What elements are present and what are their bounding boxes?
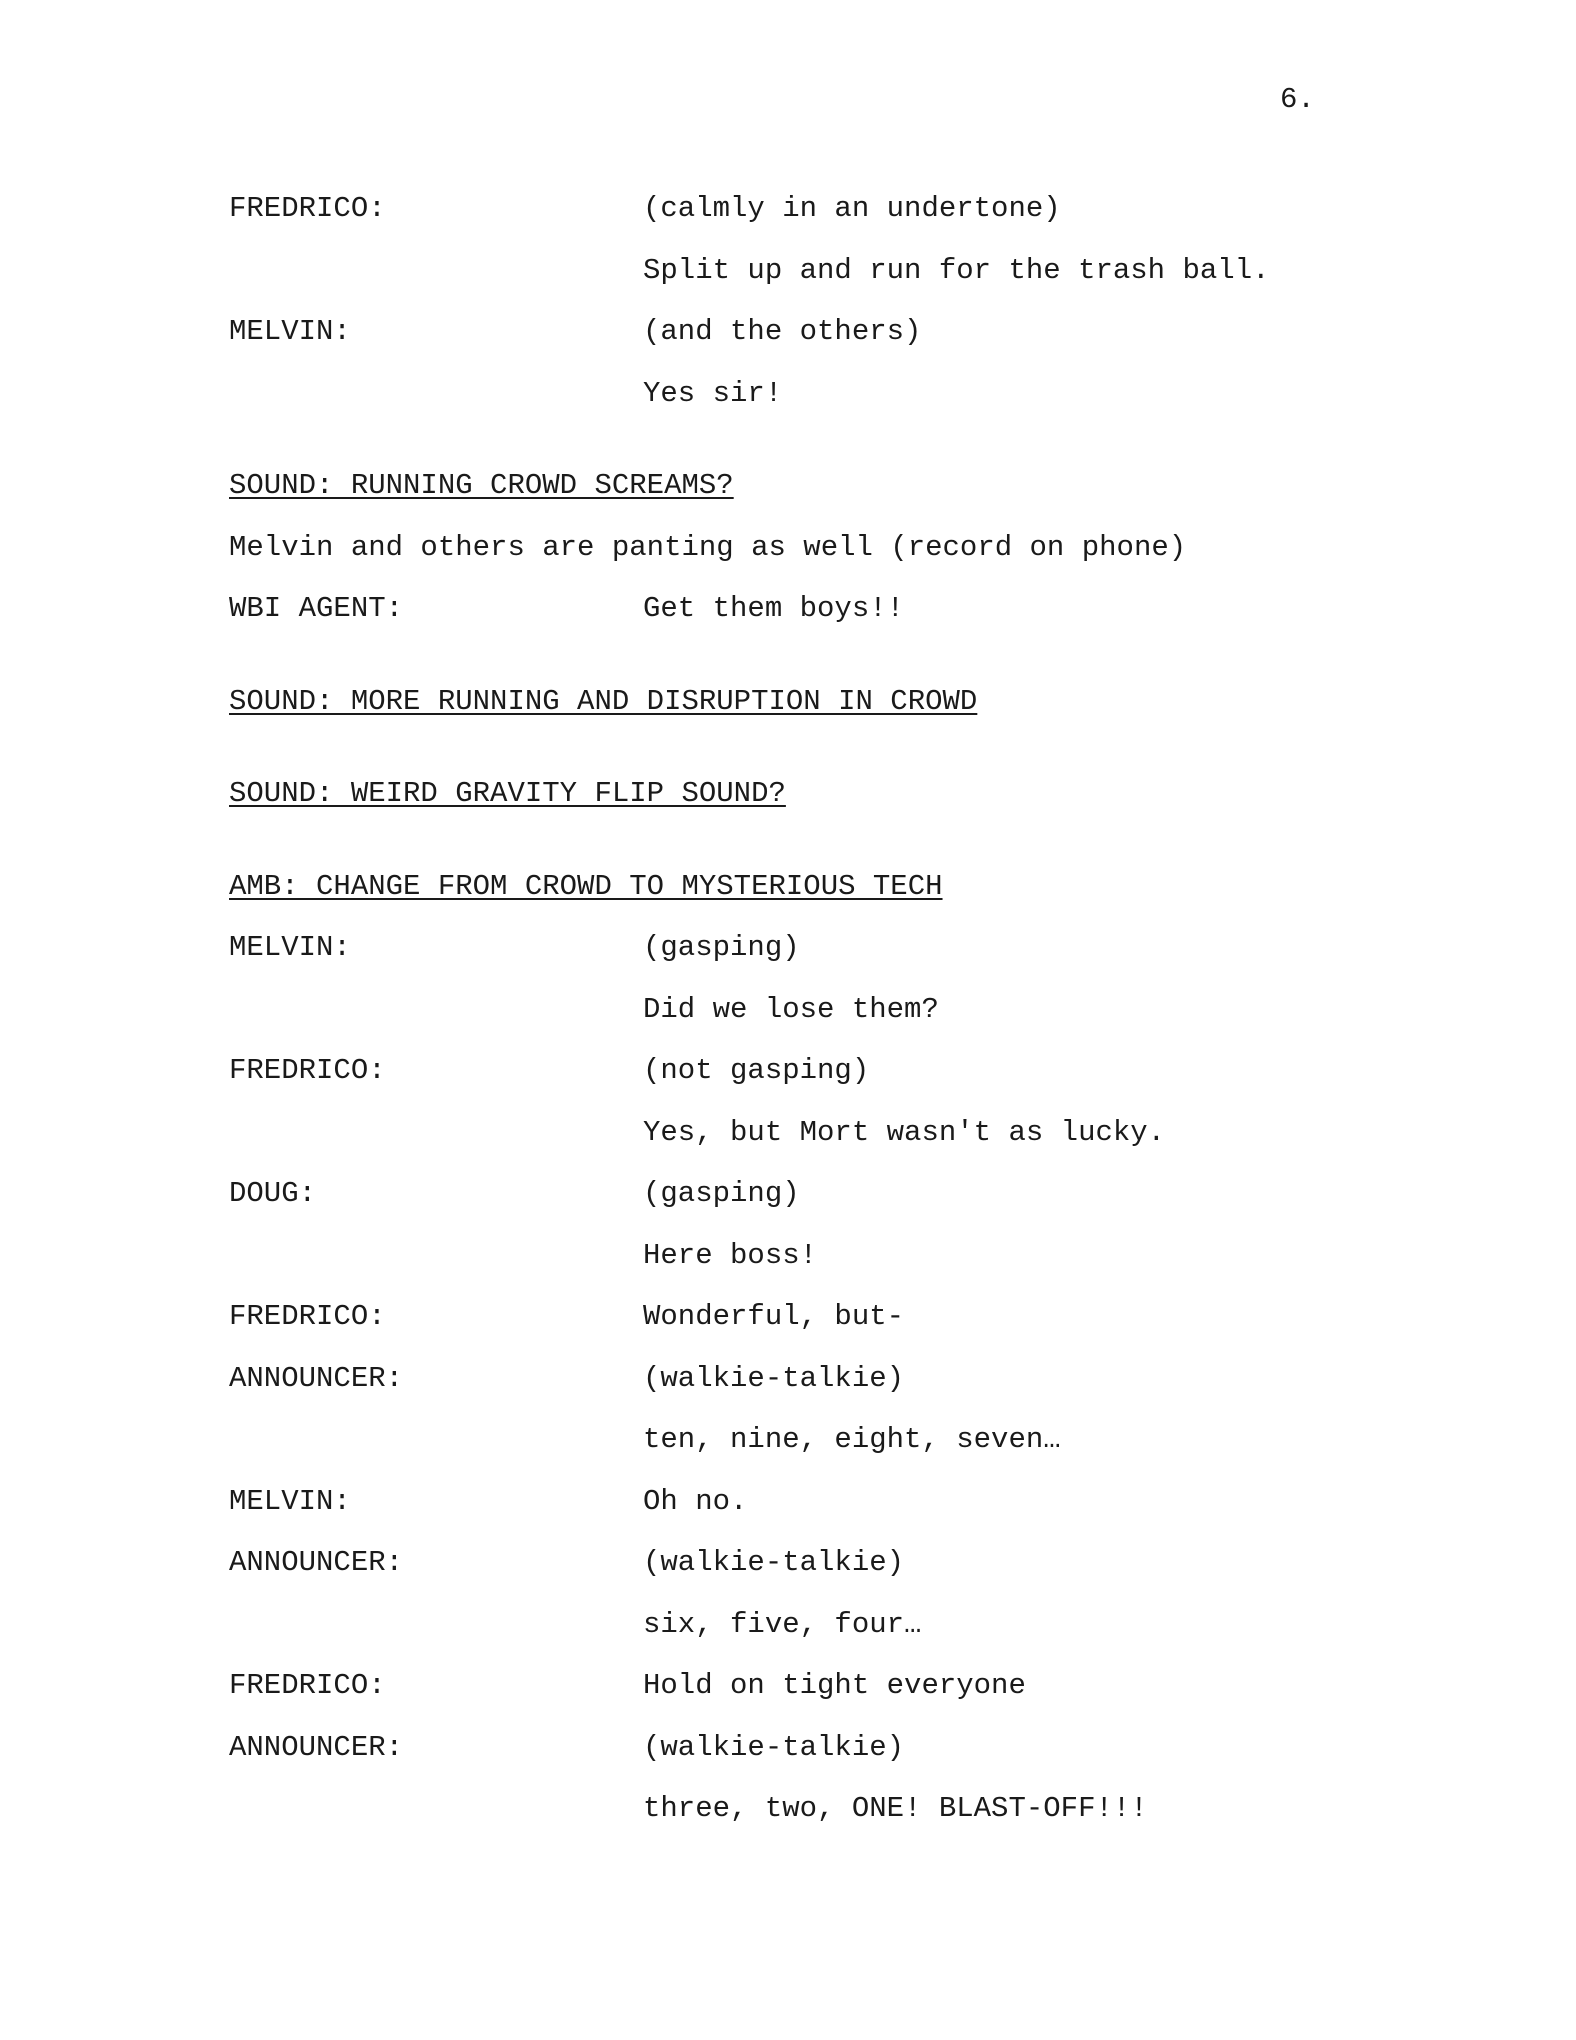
production-note: Melvin and others are panting as well (record on phone) (229, 530, 1187, 564)
speaker-name: ANNOUNCER: (229, 1730, 404, 1764)
dialogue-line (229, 314, 1429, 376)
dialogue-line (229, 1053, 1429, 1115)
speaker-name: DOUG: (229, 1177, 317, 1210)
dialogue-line (229, 1484, 1429, 1546)
script-body (229, 191, 1429, 1853)
dialogue-line (229, 1668, 1429, 1730)
speaker-name: WBI AGENT: (229, 592, 404, 625)
dialogue-text: Yes, but Mort wasn't as lucky. (643, 1115, 1166, 1149)
dialogue-text: Yes sir! (643, 376, 783, 410)
dialogue-text: (walkie-talkie) (643, 1361, 905, 1395)
speaker-name: ANNOUNCER: (229, 1546, 404, 1579)
dialogue-line (229, 376, 1429, 438)
dialogue-text: (walkie-talkie) (643, 1546, 905, 1579)
speaker-name: FREDRICO: (229, 1669, 386, 1702)
dialogue-line (229, 1238, 1429, 1300)
dialogue-line (229, 1422, 1429, 1484)
speaker-name: FREDRICO: (229, 1300, 386, 1333)
sound-cue: SOUND: WEIRD GRAVITY FLIP SOUND? (229, 777, 786, 810)
dialogue-line (229, 591, 1429, 653)
dialogue-text: (gasping) (643, 931, 800, 964)
dialogue-text: Split up and run for the trash ball. (643, 253, 1270, 287)
dialogue-text: Here boss! (643, 1238, 818, 1272)
sound-cue-line (229, 776, 1429, 838)
dialogue-line (229, 1730, 1429, 1792)
dialogue-text: (walkie-talkie) (643, 1730, 905, 1764)
dialogue-text: Oh no. (643, 1484, 748, 1518)
speaker-name: FREDRICO: (229, 192, 386, 225)
speaker-name: FREDRICO: (229, 1054, 386, 1087)
dialogue-text: Hold on tight everyone (643, 1669, 1026, 1702)
dialogue-line (229, 1176, 1429, 1238)
sound-cue: SOUND: RUNNING CROWD SCREAMS? (229, 469, 734, 502)
dialogue-text: (and the others) (643, 315, 922, 348)
dialogue-line (229, 1361, 1429, 1423)
dialogue-text: (not gasping) (643, 1054, 870, 1087)
sound-cue: SOUND: MORE RUNNING AND DISRUPTION IN CROWD (229, 684, 978, 718)
dialogue-line (229, 1791, 1429, 1853)
speaker-name: ANNOUNCER: (229, 1361, 404, 1395)
speaker-name: MELVIN: (229, 931, 351, 964)
dialogue-text: (gasping) (643, 1177, 800, 1210)
dialogue-text: (calmly in an undertone) (643, 192, 1061, 225)
ambience-cue: AMB: CHANGE FROM CROWD TO MYSTERIOUS TECH (229, 869, 943, 903)
page-number: 6. (1280, 83, 1315, 116)
dialogue-line (229, 1299, 1429, 1361)
dialogue-line (229, 992, 1429, 1054)
dialogue-line (229, 253, 1429, 315)
dialogue-text: six, five, four… (643, 1607, 922, 1641)
dialogue-line (229, 1607, 1429, 1669)
dialogue-text: three, two, ONE! BLAST-OFF!!! (643, 1792, 1148, 1825)
sound-cue-line (229, 468, 1429, 530)
speaker-name: MELVIN: (229, 1484, 351, 1518)
dialogue-line (229, 930, 1429, 992)
dialogue-line (229, 1115, 1429, 1177)
dialogue-text: Wonderful, but- (643, 1300, 905, 1333)
dialogue-text: ten, nine, eight, seven… (643, 1423, 1061, 1456)
dialogue-text: Did we lose them? (643, 992, 939, 1026)
speaker-name: MELVIN: (229, 315, 351, 348)
dialogue-line (229, 1545, 1429, 1607)
sound-cue-line (229, 684, 1429, 746)
direction-line (229, 530, 1429, 592)
dialogue-line (229, 191, 1429, 253)
ambience-cue-line (229, 869, 1429, 931)
dialogue-text: Get them boys!! (643, 592, 905, 625)
